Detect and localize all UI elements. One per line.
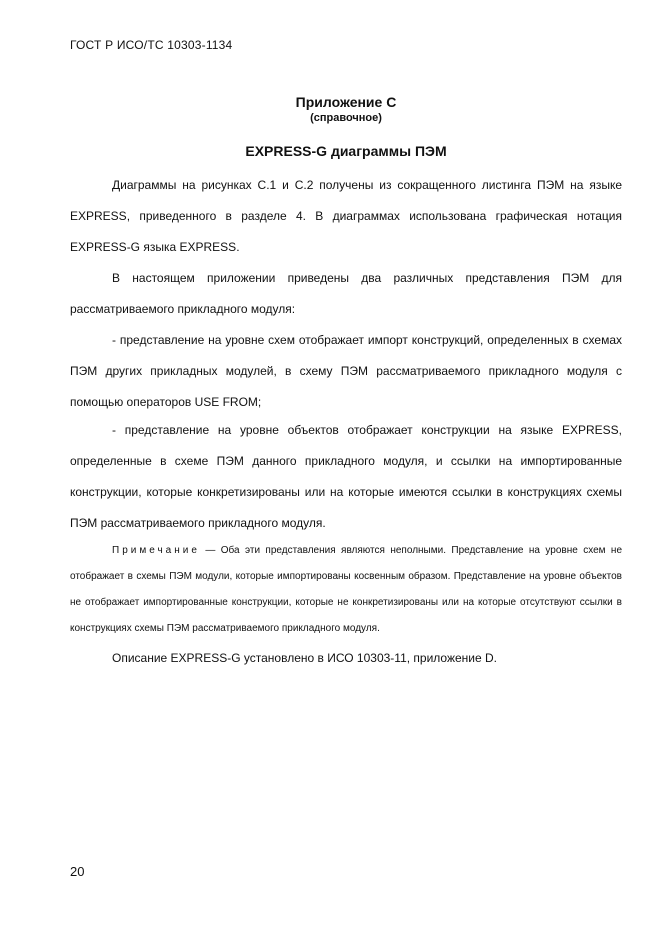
paragraph-representations: [70, 263, 622, 325]
list-item-schema-level: [70, 325, 622, 418]
note-label: Примечание: [112, 545, 200, 556]
appendix-title: Приложение С: [295, 94, 397, 110]
section-heading: EXPRESS-G диаграммы ПЭМ: [245, 143, 447, 159]
list-item-text: - представление на уровне объектов отображает конструкции на языке EXPRESS, определенные в схеме ПЭМ данного прикладного модуля, и ссылки на импортированные конструкции, которые конкретизированы или на которые имеются ссылки в конструкциях схемы ПЭМ рассматриваемого прикладного модуля.: [70, 423, 622, 530]
list-item-text: - представление на уровне схем отображает импорт конструкций, определенных в схемах ПЭМ других прикладных модулей, в схему ПЭМ рассматриваемого прикладного модуля с помощью операторов USE FROM;: [70, 333, 622, 409]
document-code-header: ГОСТ Р ИСО/ТС 10303-1134: [70, 38, 233, 52]
paragraph-diagrams: [70, 170, 622, 263]
list-item-object-level: [70, 415, 622, 539]
note-text: Оба эти представления являются неполными. Представление на уровне схем не отображает в схемы ПЭМ модули, которые импортированы косвенным образом. Представление на уровне объектов не отображает импортированные конструкции, которые не конкретизированы или на которые отсутствуют ссылки в конструкциях схемы ПЭМ рассматриваемого прикладного модуля.: [70, 545, 623, 634]
paragraph-closing: [70, 643, 622, 674]
note-dash: —: [205, 545, 216, 556]
page-number: 20: [70, 864, 85, 879]
paragraph-text: В настоящем приложении приведены два различных представления ПЭМ для рассматриваемого прикладного модуля:: [70, 271, 622, 316]
paragraph-text: Диаграммы на рисунках С.1 и С.2 получены из сокращенного листинга ПЭМ на языке EXPRESS, приведенного в разделе 4. В диаграммах использована графическая нотация EXPRESS-G языка EXPRESS.: [70, 178, 622, 254]
note-block: [70, 538, 622, 642]
appendix-subtitle: (справочное): [310, 112, 382, 124]
paragraph-text: Описание EXPRESS-G установлено в ИСО 10303-11, приложение D.: [112, 651, 497, 665]
